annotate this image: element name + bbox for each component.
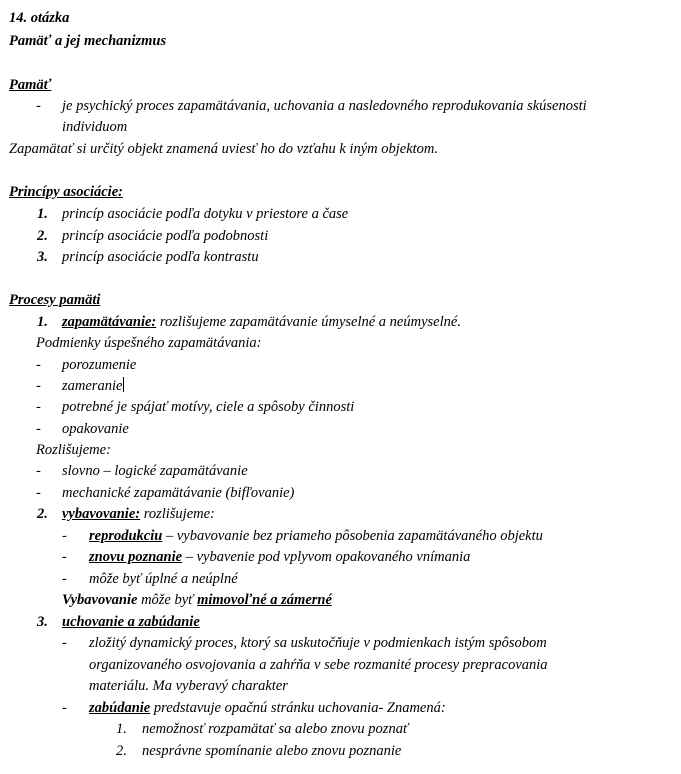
memory-definition-line1: je psychický proces zapamätávania, uchovania a nasledovného reprodukovania skúsenosti [62,98,587,114]
processes-heading: Procesy pamäti [9,292,101,308]
forgetting-item [89,699,446,717]
recall-item-text: – vybavovanie bez priameho pôsobenia zapamätávaného objektu [162,528,543,544]
forgetting-sub-num: 2. [116,743,127,759]
process-1-term: zapamätávanie: [62,314,157,330]
recall-item-term: znovu poznanie [89,549,183,565]
condition-item: porozumenie [62,357,137,373]
recall-note-term: Vybavovanie [62,592,138,608]
association-heading: Princípy asociácie: [9,184,123,200]
process-2-line [62,505,215,523]
bullet: - [62,571,67,587]
bullet: - [62,635,67,651]
bullet: - [62,549,67,565]
association-num-2: 2. [37,228,48,244]
condition-item: potrebné je spájať motívy, ciele a spôsoby činnosti [62,399,355,415]
recall-item-text: môže byť úplné a neúplné [89,571,238,587]
bullet: - [36,399,41,415]
process-num-3: 3. [37,614,48,630]
text-cursor [123,377,124,392]
question-number: 14. otázka [9,10,70,26]
association-item-2: princíp asociácie podľa podobnosti [62,228,269,244]
conditions-heading: Podmienky úspešného zapamätávania: [36,335,262,351]
forgetting-text: predstavuje opačnú stránku uchovania- Znamená: [150,700,446,716]
memory-definition-line2: individuom [62,119,128,135]
bullet: - [62,528,67,544]
bullet: - [36,421,41,437]
association-item-1: princíp asociácie podľa dotyku v priestore a čase [62,206,349,222]
memory-heading: Pamäť [9,77,52,93]
condition-item [62,377,124,395]
forgetting-sub-item: nemožnosť rozpamätať sa alebo znovu poznať [142,721,409,737]
bullet: - [36,98,41,114]
recall-note-text: môže byť [137,592,198,608]
process-2-text: rozlišujeme: [140,506,215,522]
retention-line2: organizovaného osvojovania a zahŕňa v sebe rozmanité procesy prepracovania [89,657,548,673]
forgetting-term: zabúdanie [89,700,151,716]
process-1-text: rozlišujeme zapamätávanie úmyselné a neúmyselné. [156,314,461,330]
forgetting-sub-num: 1. [116,721,127,737]
process-num-1: 1. [37,314,48,330]
bullet: - [36,463,41,479]
forgetting-sub-item: nesprávne spomínanie alebo znovu poznanie [142,743,402,759]
page-title: Pamäť a jej mechanizmus [9,33,167,49]
bullet: - [62,700,67,716]
memory-sentence: Zapamätať si určitý objekt znamená uviesť ho do vzťahu k iným objektom. [9,141,439,157]
recall-item-text: – vybavenie pod vplyvom opakovaného vnímania [182,549,471,565]
recall-item [89,548,470,566]
process-num-2: 2. [37,506,48,522]
type-item: slovno – logické zapamätávanie [62,463,248,479]
association-item-3: princíp asociácie podľa kontrastu [62,249,259,265]
condition-item: opakovanie [62,421,129,437]
retention-line1: zložitý dynamický proces, ktorý sa uskutočňuje v podmienkach istým spôsobom [89,635,547,651]
bullet: - [36,378,41,394]
recall-item [89,527,543,545]
association-num-1: 1. [37,206,48,222]
recall-note-end: mimovoľné a zámerné [197,592,332,608]
recall-item-term: reprodukciu [89,528,163,544]
recall-note [62,591,332,609]
process-1-line [62,313,461,331]
condition-item-text: zameranie [62,378,123,394]
bullet: - [36,485,41,501]
process-2-term: vybavovanie: [62,506,141,522]
bullet: - [36,357,41,373]
retention-line3: materiálu. Ma vyberavý charakter [89,678,288,694]
association-num-3: 3. [37,249,48,265]
distinguish-heading: Rozlišujeme: [36,442,111,458]
process-3-heading: uchovanie a zabúdanie [62,614,200,630]
type-item: mechanické zapamätávanie (bifľovanie) [62,485,295,501]
recall-item [89,570,238,588]
